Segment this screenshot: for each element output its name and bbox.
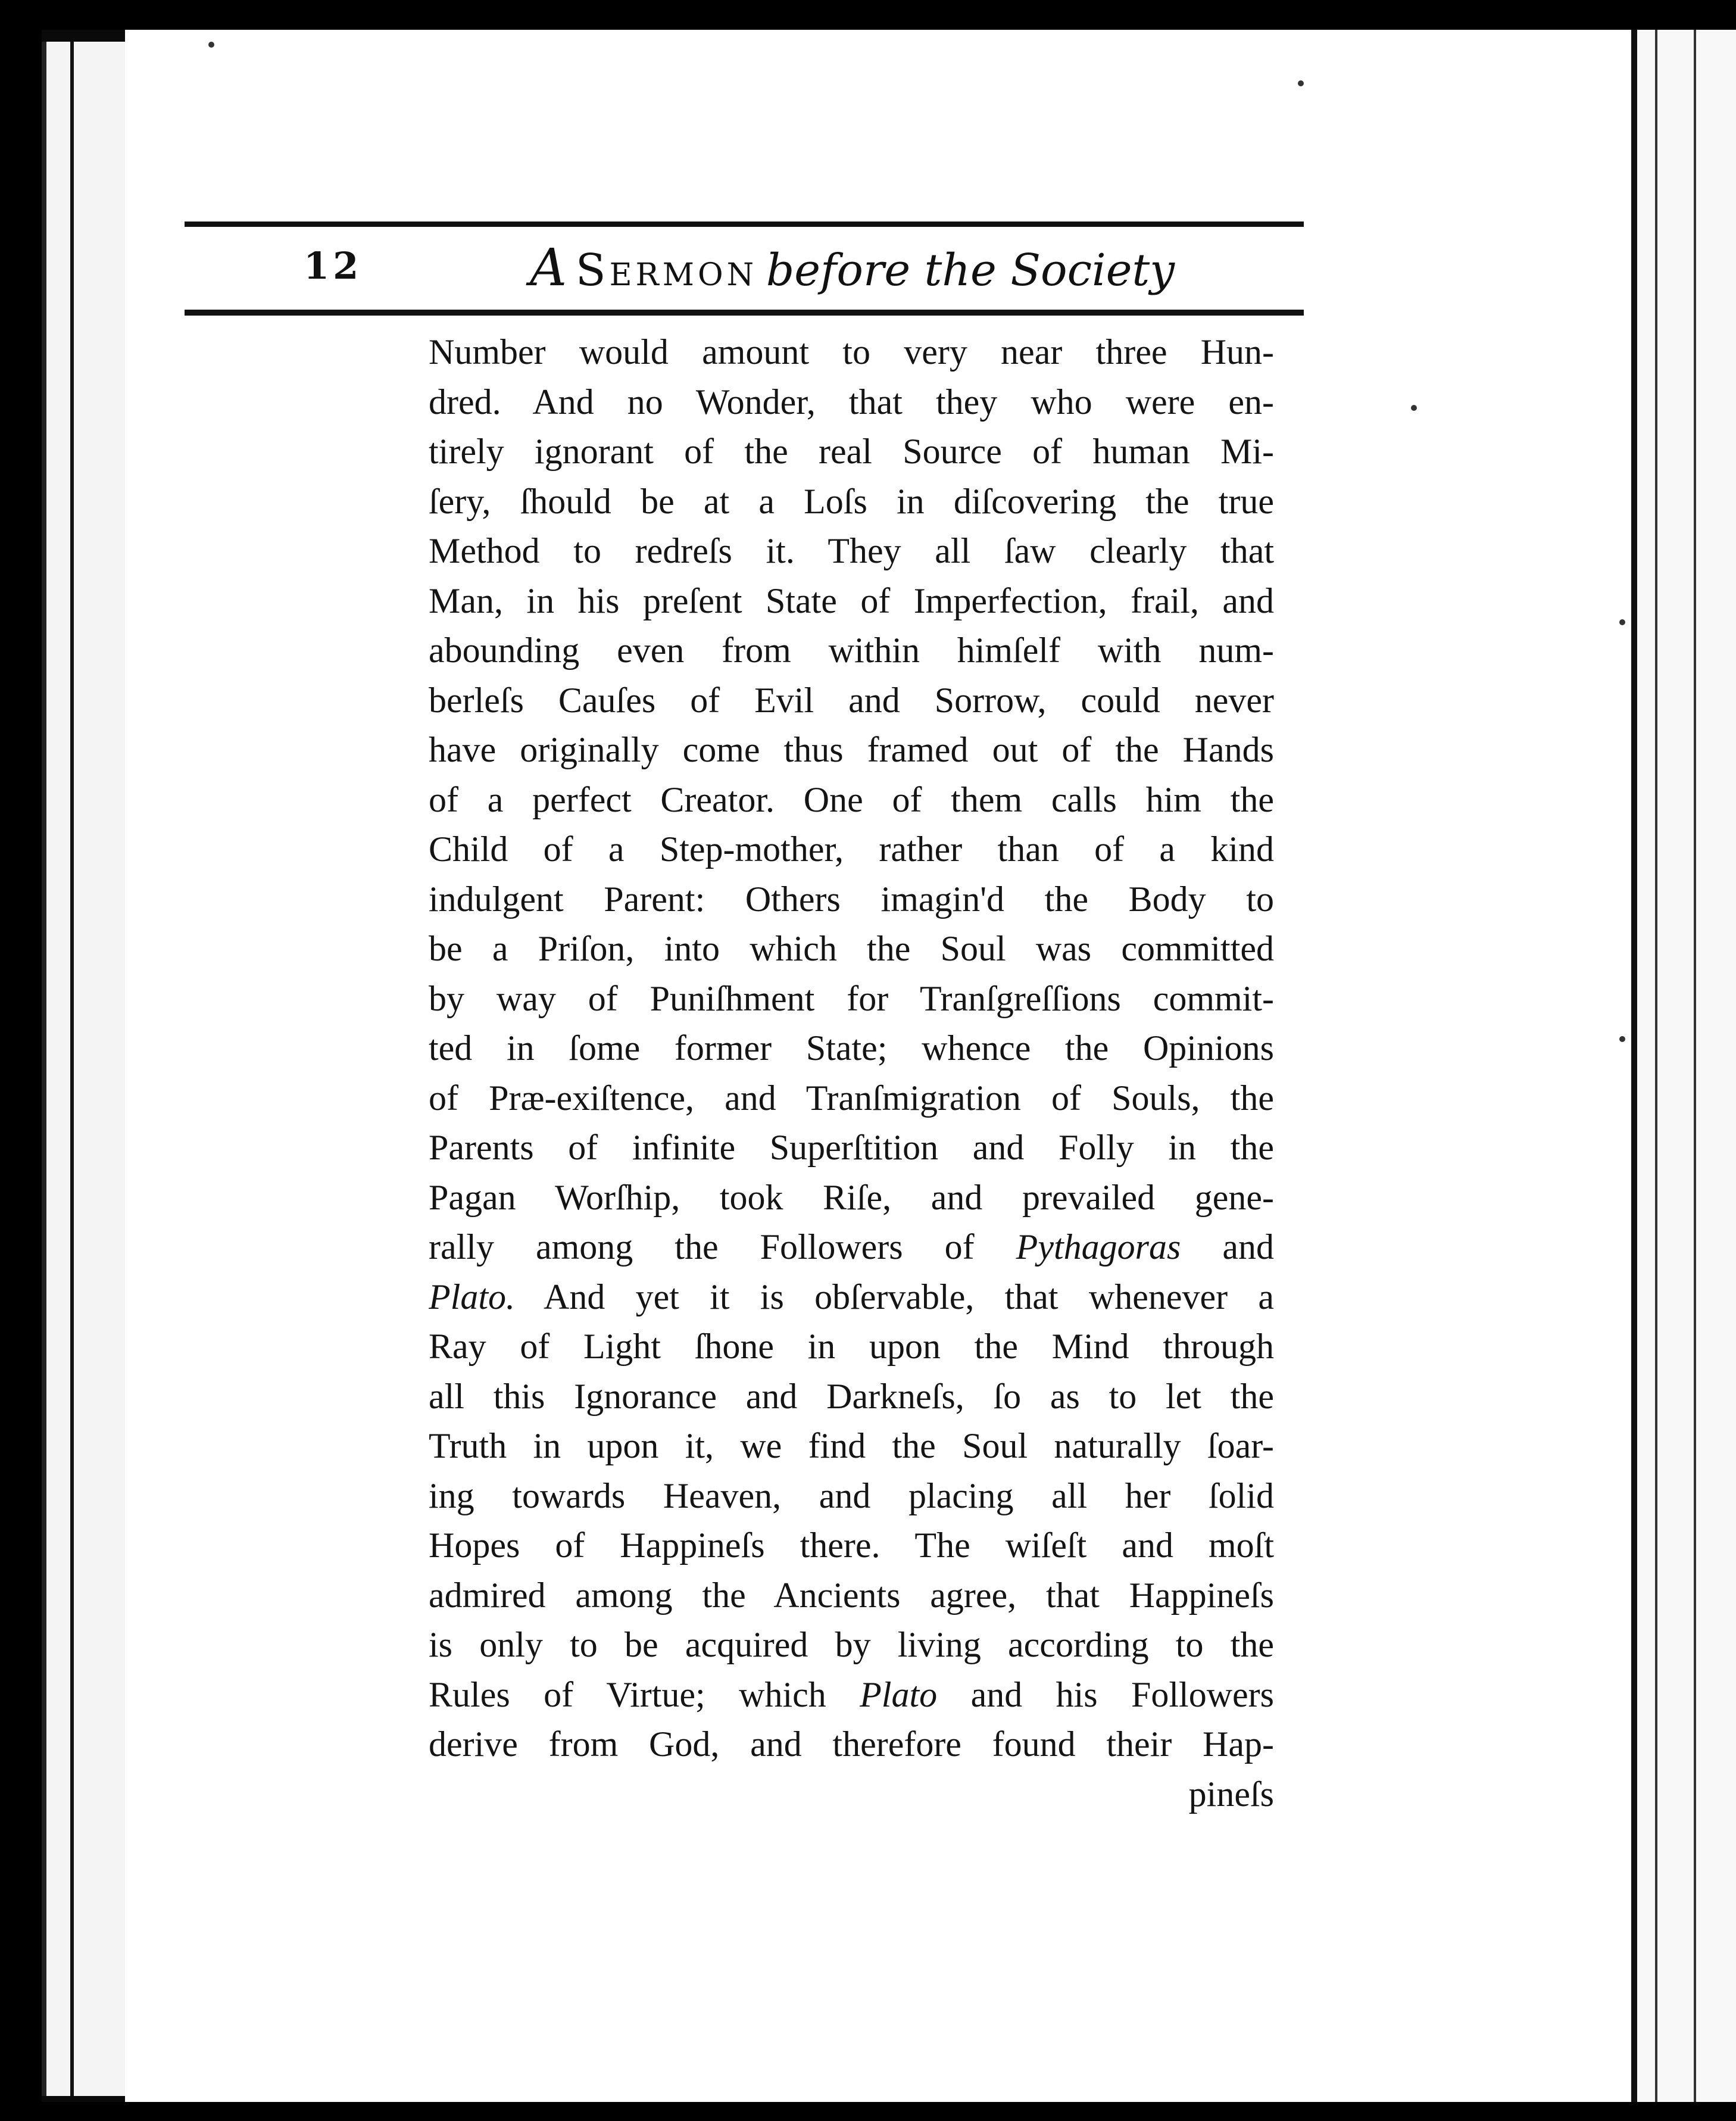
text-line: Truth in upon it, we find the Soul naturally ſoar- xyxy=(429,1426,1274,1465)
italic-name: Plato. xyxy=(429,1277,515,1317)
italic-name: Plato xyxy=(860,1674,938,1714)
italic-name: Pythagoras xyxy=(1016,1227,1181,1267)
running-head-initial: A xyxy=(530,238,567,298)
text-segment: Rules of Virtue; which xyxy=(429,1674,826,1714)
header-rule-bottom xyxy=(185,310,1304,316)
text-line: by way of Puniſhment for Tranſgreſſions commit- xyxy=(429,978,1274,1018)
text-segment: rally among the Followers of xyxy=(429,1227,975,1267)
text-line xyxy=(429,1670,1274,1720)
text-segment: and xyxy=(1222,1227,1274,1267)
body-text xyxy=(429,327,1274,1819)
text-line xyxy=(429,1272,1274,1322)
text-line: Pagan Worſhip, took Riſe, and prevailed gene- xyxy=(429,1177,1274,1217)
scan-bottom-border xyxy=(0,2102,1736,2121)
scan-left-border xyxy=(0,0,42,2121)
running-head-rest: before the Society xyxy=(766,245,1175,296)
text-line: ſery, ſhould be at a Loſs in diſcovering the true xyxy=(429,481,1274,521)
text-line: have originally come thus framed out of the Hands xyxy=(429,730,1274,769)
text-line: indulgent Parent: Others imagin'd the Body to xyxy=(429,879,1274,919)
text-line: admired among the Ancients agree, that Happineſs xyxy=(429,1575,1274,1615)
text-line: ing towards Heaven, and placing all her ſolid xyxy=(429,1476,1274,1515)
text-line: Ray of Light ſhone in upon the Mind through xyxy=(429,1327,1274,1366)
text-segment: And yet it is obſervable, that whenever a xyxy=(543,1277,1274,1317)
header-rule-top xyxy=(185,222,1304,227)
text-line: ted in ſome former State; whence the Opinions xyxy=(429,1028,1274,1068)
page-edge-line xyxy=(1655,30,1657,2102)
text-line: Hopes of Happineſs there. The wiſeſt and moſt xyxy=(429,1526,1274,1565)
running-head xyxy=(530,238,1175,298)
text-segment: and his Followers xyxy=(970,1674,1274,1714)
book-right-page-edges xyxy=(1631,30,1736,2102)
text-line: of Præ-exiſtence, and Tranſmigration of Souls, the xyxy=(429,1078,1274,1118)
text-line: dred. And no Wonder, that they who were en- xyxy=(429,382,1274,422)
scan-speck xyxy=(208,42,214,48)
text-line: derive from God, and therefore found their Hap- xyxy=(429,1724,1274,1764)
book-spine-line xyxy=(70,42,74,2096)
text-line: Man, in his preſent State of Imperfection, frail, and xyxy=(429,581,1274,620)
page-edge-line xyxy=(1694,30,1696,2102)
text-line: Number would amount to very near three Hun- xyxy=(429,332,1274,372)
page-number: 12 xyxy=(304,244,363,288)
text-line: is only to be acquired by living according to the xyxy=(429,1625,1274,1664)
scan-speck xyxy=(1411,405,1417,411)
book-left-edge xyxy=(42,42,130,2096)
catchword: pineſs xyxy=(1188,1774,1274,1814)
text-line: tirely ignorant of the real Source of human Mi- xyxy=(429,432,1274,471)
text-line: be a Priſon, into which the Soul was committed xyxy=(429,929,1274,968)
text-line: berleſs Cauſes of Evil and Sorrow, could never xyxy=(429,680,1274,720)
running-head-word: Sermon xyxy=(575,245,758,296)
text-line: abounding even from within himſelf with num- xyxy=(429,631,1274,670)
text-line: Child of a Step-mother, rather than of a kind xyxy=(429,829,1274,869)
scan-speck xyxy=(1619,619,1625,625)
scan-top-border xyxy=(0,0,1736,30)
scan-speck xyxy=(1298,80,1304,86)
text-line: Method to redreſs it. They all ſaw clearly that xyxy=(429,531,1274,570)
text-line: all this Ignorance and Darkneſs, ſo as to let the xyxy=(429,1376,1274,1416)
scan-speck xyxy=(1619,1036,1625,1042)
text-line: of a perfect Creator. One of them calls him the xyxy=(429,779,1274,819)
text-line xyxy=(429,1222,1274,1272)
page-header xyxy=(185,238,1304,304)
text-line: Parents of infinite Superſtition and Folly in the xyxy=(429,1128,1274,1167)
